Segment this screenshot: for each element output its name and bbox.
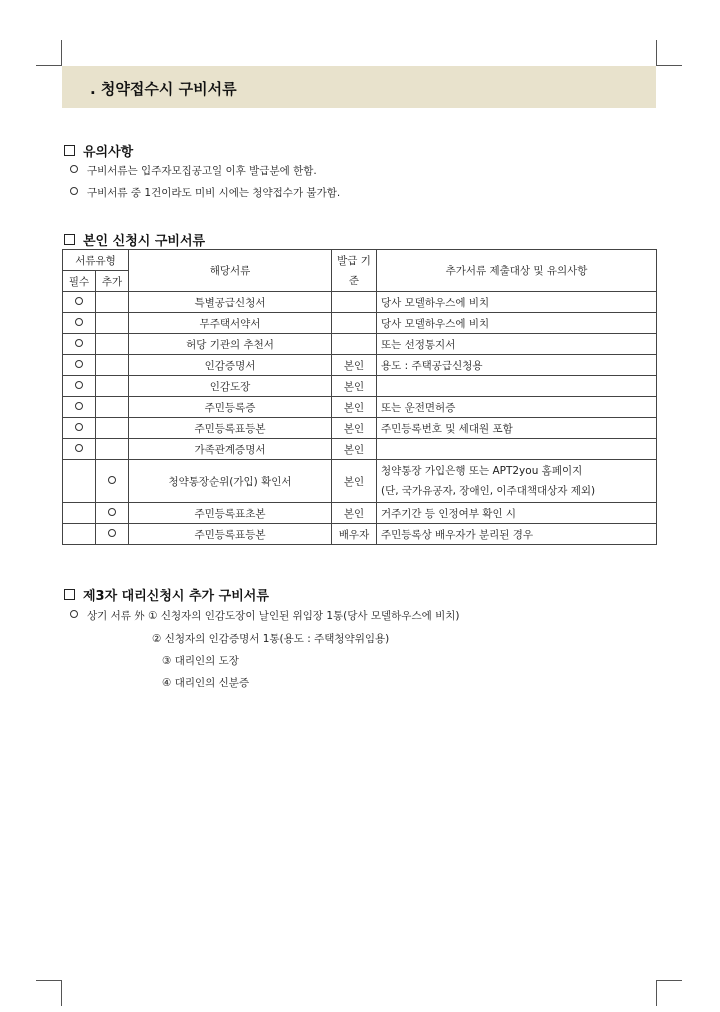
remarks-cell: 또는 선정통지서 <box>377 334 657 355</box>
crop-mark <box>656 65 682 66</box>
required-mark <box>63 460 96 503</box>
col-header-required: 필수 <box>63 271 96 292</box>
proxy-item: ② 신청자의 인감증명서 1통(용도 : 주택청약위임용) <box>152 633 390 645</box>
proxy-docs-heading: 제3자 대리신청시 추가 구비서류 <box>64 585 269 604</box>
remarks-cell <box>377 439 657 460</box>
additional-mark <box>96 355 129 376</box>
circle-bullet-icon <box>70 187 78 195</box>
circle-mark-icon <box>108 508 116 516</box>
remarks-cell: 주민등록상 배우자가 분리된 경우 <box>377 524 657 545</box>
col-header-type: 서류유형 <box>63 250 129 271</box>
table-row <box>63 313 657 334</box>
document-cell: 인감도장 <box>129 376 332 397</box>
document-cell: 주민등록증 <box>129 397 332 418</box>
document-cell: 가족관계증명서 <box>129 439 332 460</box>
col-header-additional: 추가 <box>96 271 129 292</box>
remarks-cell: 용도 : 주택공급신청용 <box>377 355 657 376</box>
circle-mark-icon <box>75 423 83 431</box>
additional-mark <box>96 439 129 460</box>
checkbox-square-icon <box>64 589 75 600</box>
document-cell: 주민등록표등본 <box>129 418 332 439</box>
required-mark <box>63 334 96 355</box>
document-cell: 특별공급신청서 <box>129 292 332 313</box>
document-cell: 주민등록표등본 <box>129 524 332 545</box>
table-row <box>63 334 657 355</box>
remarks-cell <box>377 376 657 397</box>
circle-mark-icon <box>108 476 116 484</box>
basis-cell: 본인 <box>332 439 377 460</box>
remarks-cell: 주민등록번호 및 세대원 포함 <box>377 418 657 439</box>
table-row <box>63 460 657 503</box>
remarks-cell: 당사 모델하우스에 비치 <box>377 313 657 334</box>
col-header-document: 해당서류 <box>129 250 332 292</box>
crop-mark <box>656 980 682 981</box>
note-item: 구비서류는 입주자모집공고일 이후 발급분에 한함. <box>70 163 317 178</box>
self-docs-heading: 본인 신청시 구비서류 <box>64 230 205 249</box>
additional-mark <box>96 313 129 334</box>
remarks-cell: 또는 운전면허증 <box>377 397 657 418</box>
basis-cell: 본인 <box>332 503 377 524</box>
document-cell: 무주택서약서 <box>129 313 332 334</box>
basis-cell: 본인 <box>332 397 377 418</box>
circle-bullet-icon <box>70 165 78 173</box>
self-docs-table <box>62 249 657 545</box>
proxy-item: ③ 대리인의 도장 <box>162 655 239 667</box>
proxy-item: 상기 서류 外 ① 신청자의 인감도장이 날인된 위임장 1통(당사 모델하우스에 비치) <box>70 608 459 623</box>
circle-mark-icon <box>75 318 83 326</box>
basis-cell: 본인 <box>332 418 377 439</box>
proxy-lead: 상기 서류 外 <box>87 610 145 622</box>
required-mark <box>63 397 96 418</box>
remarks-cell: 거주기간 등 인정여부 확인 시 <box>377 503 657 524</box>
required-mark <box>63 355 96 376</box>
col-header-basis: 발급 기준 <box>332 250 377 292</box>
basis-cell: 본인 <box>332 376 377 397</box>
notes-heading: 유의사항 <box>64 141 133 160</box>
remarks-cell <box>377 460 657 503</box>
additional-mark <box>96 292 129 313</box>
proxy-item: ④ 대리인의 신분증 <box>162 677 250 689</box>
basis-cell <box>332 313 377 334</box>
required-mark <box>63 292 96 313</box>
required-mark <box>63 503 96 524</box>
document-cell: 주민등록표초본 <box>129 503 332 524</box>
table-row <box>63 439 657 460</box>
table-row <box>63 524 657 545</box>
table-row <box>63 397 657 418</box>
additional-mark <box>96 397 129 418</box>
circle-mark-icon <box>108 529 116 537</box>
crop-mark <box>656 40 657 66</box>
table-row <box>63 355 657 376</box>
table-row <box>63 376 657 397</box>
additional-mark <box>96 524 129 545</box>
table-row <box>63 292 657 313</box>
circle-mark-icon <box>75 402 83 410</box>
additional-mark <box>96 418 129 439</box>
document-cell: 청약통장순위(가입) 확인서 <box>129 460 332 503</box>
table-row <box>63 418 657 439</box>
remarks-line: (단, 국가유공자, 장애인, 이주대책대상자 제외) <box>381 485 596 497</box>
additional-mark <box>96 334 129 355</box>
additional-mark <box>96 503 129 524</box>
required-mark <box>63 524 96 545</box>
checkbox-square-icon <box>64 234 75 245</box>
col-header-remarks: 추가서류 제출대상 및 유의사항 <box>377 250 657 292</box>
circle-mark-icon <box>75 381 83 389</box>
remarks-cell: 당사 모델하우스에 비치 <box>377 292 657 313</box>
basis-cell: 본인 <box>332 460 377 503</box>
document-cell: 인감증명서 <box>129 355 332 376</box>
additional-mark <box>96 460 129 503</box>
circle-bullet-icon <box>70 610 78 618</box>
required-mark <box>63 418 96 439</box>
crop-mark <box>36 65 62 66</box>
basis-cell <box>332 292 377 313</box>
remarks-line: 청약통장 가입은행 또는 APT2you 홈페이지 <box>381 465 583 477</box>
basis-cell: 본인 <box>332 355 377 376</box>
additional-mark <box>96 376 129 397</box>
required-mark <box>63 376 96 397</box>
checkbox-square-icon <box>64 145 75 156</box>
required-mark <box>63 313 96 334</box>
table-row <box>63 503 657 524</box>
basis-cell <box>332 334 377 355</box>
crop-mark <box>36 980 62 981</box>
page-title: . 청약접수시 구비서류 <box>90 80 237 98</box>
circle-mark-icon <box>75 444 83 452</box>
note-item: 구비서류 중 1건이라도 미비 시에는 청약접수가 불가함. <box>70 185 340 200</box>
document-cell: 허당 기관의 추천서 <box>129 334 332 355</box>
crop-mark <box>61 40 62 66</box>
basis-cell: 배우자 <box>332 524 377 545</box>
crop-mark <box>61 980 62 1006</box>
circle-mark-icon <box>75 297 83 305</box>
circle-mark-icon <box>75 360 83 368</box>
circle-mark-icon <box>75 339 83 347</box>
required-mark <box>63 439 96 460</box>
crop-mark <box>656 980 657 1006</box>
